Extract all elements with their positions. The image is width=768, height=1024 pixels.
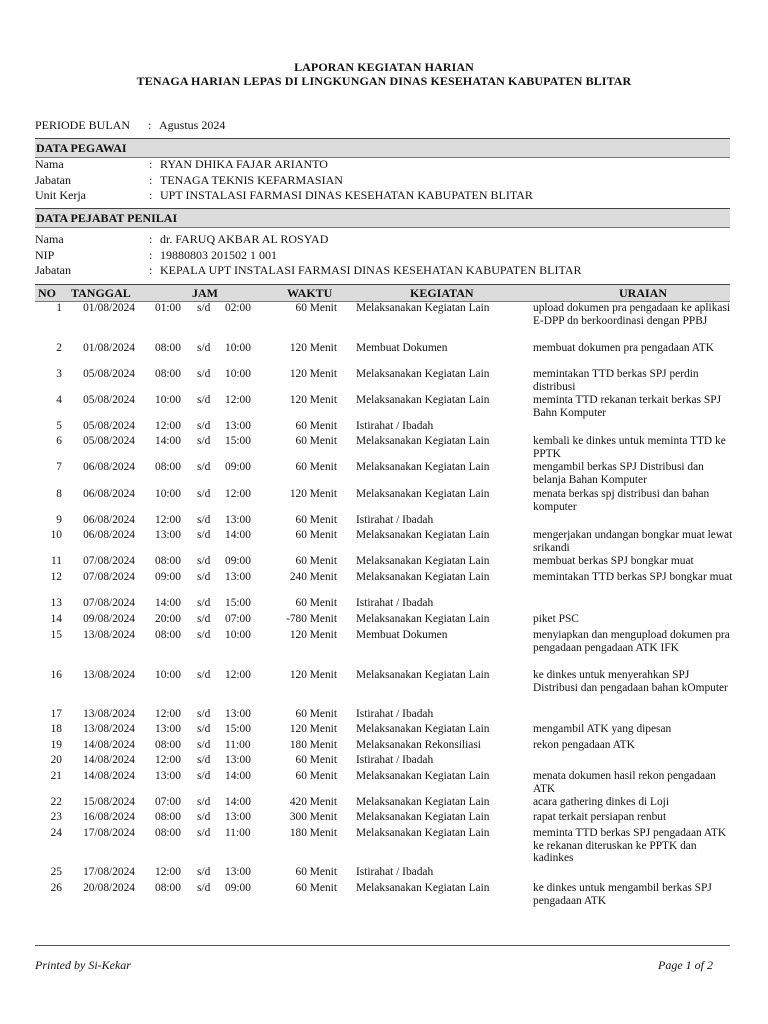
cell-kegiatan: Melaksanakan Kegiatan Lain <box>356 827 490 839</box>
cell-uraian: mengambil ATK yang dipesan <box>533 723 672 735</box>
field-value: TENAGA TEKNIS KEFARMASIAN <box>160 173 343 187</box>
cell-tanggal: 13/08/2024 <box>83 669 135 681</box>
cell-no: 11 <box>51 555 62 567</box>
cell-kegiatan: Melaksanakan Kegiatan Lain <box>356 613 490 625</box>
cell-jam-mulai: 13:00 <box>155 723 181 735</box>
cell-kegiatan: Istirahat / Ibadah <box>356 708 434 720</box>
cell-jam-mulai: 01:00 <box>155 302 181 314</box>
cell-jam-selesai: 13:00 <box>225 754 251 766</box>
cell-jam-mulai: 12:00 <box>155 514 181 526</box>
cell-waktu: 60 Menit <box>295 555 337 567</box>
cell-tanggal: 05/08/2024 <box>83 368 135 380</box>
cell-kegiatan: Istirahat / Ibadah <box>356 866 434 878</box>
cell-tanggal: 13/08/2024 <box>83 629 135 641</box>
cell-waktu: 180 Menit <box>289 827 337 839</box>
cell-tanggal: 13/08/2024 <box>83 708 135 720</box>
cell-uraian: acara gathering dinkes di Loji <box>533 796 670 808</box>
cell-waktu: 240 Menit <box>289 571 337 583</box>
cell-jam-selesai: 10:00 <box>225 342 251 354</box>
field-label: Nama <box>35 157 64 171</box>
section-data-pegawai <box>35 138 730 158</box>
section-title: DATA PEGAWAI <box>36 141 127 155</box>
cell-uraian: meminta TTD berkas SPJ pengadaan ATK ke rekanan diteruskan ke PPTK dan kadinkes <box>533 827 727 865</box>
cell-waktu: 120 Menit <box>289 723 337 735</box>
cell-tanggal: 06/08/2024 <box>83 529 135 541</box>
cell-jam-selesai: 12:00 <box>225 669 251 681</box>
cell-tanggal: 15/08/2024 <box>83 796 135 808</box>
cell-tanggal: 06/08/2024 <box>83 488 135 500</box>
cell-sd: s/d <box>197 420 211 432</box>
cell-jam-mulai: 13:00 <box>155 770 181 782</box>
cell-uraian: upload dokumen pra pengadaan ke aplikasi E-DPP dn berkoordinasi dengan PPBJ <box>533 302 731 327</box>
cell-uraian: menyiapkan dan mengupload dokumen pra pengadaan pengadaan ATK IFK <box>533 629 730 654</box>
cell-kegiatan: Membuat Dokumen <box>356 629 448 641</box>
cell-sd: s/d <box>197 811 211 823</box>
cell-uraian: menata dokumen hasil rekon pengadaan ATK <box>533 770 716 795</box>
cell-jam-mulai: 10:00 <box>155 669 181 681</box>
cell-tanggal: 13/08/2024 <box>83 723 135 735</box>
cell-jam-mulai: 12:00 <box>155 866 181 878</box>
field-colon: : <box>149 248 153 262</box>
field-label: Jabatan <box>35 173 71 187</box>
cell-tanggal: 17/08/2024 <box>83 827 135 839</box>
footer-divider <box>35 945 730 946</box>
cell-uraian: menata berkas spj distribusi dan bahan komputer <box>533 488 710 513</box>
cell-no: 8 <box>56 488 62 500</box>
cell-no: 9 <box>56 514 62 526</box>
cell-no: 19 <box>50 739 62 751</box>
cell-waktu: 60 Menit <box>295 435 337 447</box>
cell-jam-selesai: 10:00 <box>225 368 251 380</box>
cell-jam-mulai: 14:00 <box>155 597 181 609</box>
cell-sd: s/d <box>197 866 211 878</box>
cell-jam-mulai: 08:00 <box>155 811 181 823</box>
field-value: dr. FARUQ AKBAR AL ROSYAD <box>160 232 329 246</box>
section-data-pejabat <box>35 208 730 228</box>
cell-kegiatan: Melaksanakan Kegiatan Lain <box>356 796 490 808</box>
cell-jam-selesai: 10:00 <box>225 629 251 641</box>
cell-waktu: 180 Menit <box>289 739 337 751</box>
cell-no: 7 <box>56 461 62 473</box>
cell-waktu: 60 Menit <box>295 882 337 894</box>
cell-sd: s/d <box>197 555 211 567</box>
cell-tanggal: 14/08/2024 <box>83 770 135 782</box>
cell-sd: s/d <box>197 723 211 735</box>
field-colon: : <box>149 263 153 277</box>
periode-value: Agustus 2024 <box>159 118 226 132</box>
periode-label: PERIODE BULAN <box>35 118 130 132</box>
field-value: UPT INSTALASI FARMASI DINAS KESEHATAN KABUPATEN BLITAR <box>160 188 533 202</box>
cell-tanggal: 06/08/2024 <box>83 461 135 473</box>
cell-tanggal: 01/08/2024 <box>83 342 135 354</box>
cell-sd: s/d <box>197 613 211 625</box>
cell-sd: s/d <box>197 342 211 354</box>
cell-sd: s/d <box>197 514 211 526</box>
cell-waktu: 60 Menit <box>295 754 337 766</box>
field-colon: : <box>149 173 153 187</box>
cell-sd: s/d <box>197 529 211 541</box>
cell-waktu: 120 Menit <box>289 488 337 500</box>
cell-kegiatan: Melaksanakan Kegiatan Lain <box>356 435 490 447</box>
cell-uraian: membuat berkas SPJ bongkar muat <box>533 555 694 567</box>
cell-jam-selesai: 09:00 <box>225 461 251 473</box>
header-kegiatan: KEGIATAN <box>410 286 474 300</box>
cell-no: 16 <box>50 669 62 681</box>
cell-jam-mulai: 10:00 <box>155 394 181 406</box>
cell-jam-selesai: 07:00 <box>225 613 251 625</box>
cell-uraian: rekon pengadaan ATK <box>533 739 635 751</box>
cell-no: 15 <box>50 629 62 641</box>
cell-waktu: 120 Menit <box>289 342 337 354</box>
cell-kegiatan: Melaksanakan Kegiatan Lain <box>356 394 490 406</box>
field-label: NIP <box>35 248 55 262</box>
periode-row <box>35 118 735 133</box>
cell-waktu: 120 Menit <box>289 629 337 641</box>
field-row <box>35 263 735 279</box>
cell-waktu: 60 Menit <box>295 770 337 782</box>
cell-no: 25 <box>50 866 62 878</box>
field-value: RYAN DHIKA FAJAR ARIANTO <box>160 157 328 171</box>
header-tanggal: TANGGAL <box>71 286 131 300</box>
cell-kegiatan: Melaksanakan Kegiatan Lain <box>356 529 490 541</box>
cell-jam-selesai: 13:00 <box>225 420 251 432</box>
cell-jam-mulai: 09:00 <box>155 571 181 583</box>
cell-sd: s/d <box>197 435 211 447</box>
field-row <box>35 157 735 173</box>
cell-jam-selesai: 14:00 <box>225 529 251 541</box>
cell-uraian: meminta TTD rekanan terkait berkas SPJ Bahn Komputer <box>533 394 722 419</box>
cell-waktu: 300 Menit <box>289 811 337 823</box>
header-jam: JAM <box>192 286 218 300</box>
cell-no: 21 <box>50 770 62 782</box>
cell-no: 14 <box>50 613 62 625</box>
cell-sd: s/d <box>197 796 211 808</box>
cell-kegiatan: Melaksanakan Kegiatan Lain <box>356 811 490 823</box>
cell-no: 3 <box>56 368 62 380</box>
cell-no: 18 <box>50 723 62 735</box>
cell-jam-mulai: 08:00 <box>155 342 181 354</box>
cell-uraian: memintakan TTD berkas SPJ bongkar muat <box>533 571 733 583</box>
cell-jam-mulai: 12:00 <box>155 708 181 720</box>
header-uraian: URAIAN <box>619 286 667 300</box>
cell-uraian: mengambil berkas SPJ Distribusi dan belanja Bahan Komputer <box>533 461 704 486</box>
header-no: NO <box>38 286 56 300</box>
cell-no: 1 <box>56 302 62 314</box>
cell-sd: s/d <box>197 488 211 500</box>
cell-jam-mulai: 08:00 <box>155 368 181 380</box>
cell-no: 22 <box>50 796 62 808</box>
cell-jam-selesai: 14:00 <box>225 770 251 782</box>
cell-waktu: 60 Menit <box>295 708 337 720</box>
cell-kegiatan: Melaksanakan Kegiatan Lain <box>356 770 490 782</box>
cell-sd: s/d <box>197 629 211 641</box>
cell-tanggal: 14/08/2024 <box>83 739 135 751</box>
footer-page-number: Page 1 of 2 <box>658 958 713 972</box>
cell-sd: s/d <box>197 597 211 609</box>
cell-jam-mulai: 07:00 <box>155 796 181 808</box>
field-row <box>35 173 735 189</box>
field-colon: : <box>149 232 153 246</box>
cell-jam-mulai: 08:00 <box>155 629 181 641</box>
cell-tanggal: 06/08/2024 <box>83 514 135 526</box>
cell-sd: s/d <box>197 882 211 894</box>
cell-no: 4 <box>56 394 62 406</box>
cell-tanggal: 07/08/2024 <box>83 597 135 609</box>
cell-jam-selesai: 15:00 <box>225 723 251 735</box>
cell-jam-selesai: 11:00 <box>225 739 251 751</box>
cell-tanggal: 14/08/2024 <box>83 754 135 766</box>
cell-sd: s/d <box>197 754 211 766</box>
cell-jam-mulai: 08:00 <box>155 882 181 894</box>
cell-jam-selesai: 13:00 <box>225 811 251 823</box>
cell-kegiatan: Melaksanakan Kegiatan Lain <box>356 571 490 583</box>
cell-kegiatan: Melaksanakan Kegiatan Lain <box>356 302 490 314</box>
report-subtitle: TENAGA HARIAN LEPAS DI LINGKUNGAN DINAS KESEHATAN KABUPATEN BLITAR <box>136 74 632 88</box>
table-header <box>35 284 730 302</box>
cell-kegiatan: Melaksanakan Kegiatan Lain <box>356 723 490 735</box>
cell-jam-mulai: 12:00 <box>155 420 181 432</box>
field-row <box>35 248 735 264</box>
cell-waktu: 60 Menit <box>295 514 337 526</box>
cell-jam-mulai: 08:00 <box>155 739 181 751</box>
cell-uraian: memintakan TTD berkas SPJ perdin distribusi <box>533 368 699 393</box>
cell-no: 6 <box>56 435 62 447</box>
cell-jam-mulai: 20:00 <box>155 613 181 625</box>
cell-kegiatan: Melaksanakan Kegiatan Lain <box>356 488 490 500</box>
cell-jam-selesai: 13:00 <box>225 571 251 583</box>
cell-jam-mulai: 13:00 <box>155 529 181 541</box>
cell-kegiatan: Istirahat / Ibadah <box>356 754 434 766</box>
cell-no: 17 <box>50 708 62 720</box>
cell-sd: s/d <box>197 394 211 406</box>
cell-sd: s/d <box>197 368 211 380</box>
cell-jam-selesai: 13:00 <box>225 708 251 720</box>
cell-sd: s/d <box>197 739 211 751</box>
cell-waktu: 60 Menit <box>295 420 337 432</box>
cell-jam-selesai: 09:00 <box>225 555 251 567</box>
cell-waktu: 120 Menit <box>289 669 337 681</box>
cell-uraian: rapat terkait persiapan renbut <box>533 811 667 823</box>
cell-sd: s/d <box>197 827 211 839</box>
cell-uraian: mengerjakan undangan bongkar muat lewat srikandi <box>533 529 733 554</box>
cell-jam-mulai: 14:00 <box>155 435 181 447</box>
cell-tanggal: 07/08/2024 <box>83 571 135 583</box>
field-colon: : <box>149 188 153 202</box>
cell-no: 10 <box>50 529 62 541</box>
cell-waktu: 420 Menit <box>289 796 337 808</box>
cell-no: 24 <box>50 827 62 839</box>
cell-jam-selesai: 12:00 <box>225 394 251 406</box>
cell-kegiatan: Melaksanakan Kegiatan Lain <box>356 368 490 380</box>
cell-kegiatan: Membuat Dokumen <box>356 342 448 354</box>
cell-tanggal: 05/08/2024 <box>83 435 135 447</box>
cell-waktu: 60 Menit <box>295 597 337 609</box>
cell-kegiatan: Istirahat / Ibadah <box>356 597 434 609</box>
cell-no: 5 <box>56 420 62 432</box>
cell-jam-selesai: 15:00 <box>225 435 251 447</box>
field-row <box>35 232 735 248</box>
cell-kegiatan: Melaksanakan Kegiatan Lain <box>356 461 490 473</box>
cell-no: 23 <box>50 811 62 823</box>
cell-jam-selesai: 13:00 <box>225 866 251 878</box>
cell-uraian: ke dinkes untuk menyerahkan SPJ Distribusi dan pengadaan bahan kOmputer <box>533 669 728 694</box>
cell-waktu: 60 Menit <box>295 529 337 541</box>
cell-tanggal: 09/08/2024 <box>83 613 135 625</box>
cell-uraian: ke dinkes untuk mengambil berkas SPJ pengadaan ATK <box>533 882 712 907</box>
cell-tanggal: 05/08/2024 <box>83 394 135 406</box>
cell-jam-selesai: 13:00 <box>225 514 251 526</box>
cell-sd: s/d <box>197 461 211 473</box>
field-value: KEPALA UPT INSTALASI FARMASI DINAS KESEHATAN KABUPATEN BLITAR <box>160 263 582 277</box>
cell-kegiatan: Istirahat / Ibadah <box>356 514 434 526</box>
cell-kegiatan: Melaksanakan Kegiatan Lain <box>356 555 490 567</box>
cell-jam-mulai: 08:00 <box>155 461 181 473</box>
section-title: DATA PEJABAT PENILAI <box>36 211 178 225</box>
footer-printed-by: Printed by Si-Kekar <box>35 958 131 972</box>
cell-jam-selesai: 15:00 <box>225 597 251 609</box>
cell-no: 13 <box>50 597 62 609</box>
cell-waktu: 60 Menit <box>295 461 337 473</box>
cell-tanggal: 01/08/2024 <box>83 302 135 314</box>
cell-sd: s/d <box>197 669 211 681</box>
cell-no: 12 <box>50 571 62 583</box>
cell-jam-selesai: 11:00 <box>225 827 251 839</box>
cell-sd: s/d <box>197 571 211 583</box>
cell-tanggal: 05/08/2024 <box>83 420 135 432</box>
cell-tanggal: 20/08/2024 <box>83 882 135 894</box>
cell-waktu: 120 Menit <box>289 394 337 406</box>
field-row <box>35 188 735 204</box>
periode-colon: : <box>148 118 152 132</box>
cell-tanggal: 07/08/2024 <box>83 555 135 567</box>
field-label: Unit Kerja <box>35 188 86 202</box>
cell-jam-mulai: 08:00 <box>155 827 181 839</box>
field-label: Nama <box>35 232 64 246</box>
cell-sd: s/d <box>197 302 211 314</box>
cell-waktu: 120 Menit <box>289 368 337 380</box>
cell-kegiatan: Melaksanakan Rekonsiliasi <box>356 739 481 751</box>
cell-no: 26 <box>50 882 62 894</box>
cell-jam-mulai: 12:00 <box>155 754 181 766</box>
cell-waktu: 60 Menit <box>295 302 337 314</box>
report-title: LAPORAN KEGIATAN HARIAN <box>294 60 474 74</box>
cell-kegiatan: Melaksanakan Kegiatan Lain <box>356 669 490 681</box>
cell-waktu: -780 Menit <box>286 613 337 625</box>
cell-tanggal: 17/08/2024 <box>83 866 135 878</box>
cell-jam-selesai: 09:00 <box>225 882 251 894</box>
cell-waktu: 60 Menit <box>295 866 337 878</box>
header-waktu: WAKTU <box>287 286 333 300</box>
cell-sd: s/d <box>197 770 211 782</box>
field-value: 19880803 201502 1 001 <box>160 248 277 262</box>
cell-kegiatan: Istirahat / Ibadah <box>356 420 434 432</box>
cell-jam-selesai: 12:00 <box>225 488 251 500</box>
field-label: Jabatan <box>35 263 71 277</box>
cell-jam-mulai: 10:00 <box>155 488 181 500</box>
cell-no: 20 <box>50 754 62 766</box>
cell-jam-selesai: 14:00 <box>225 796 251 808</box>
cell-uraian: kembali ke dinkes untuk meminta TTD ke PPTK <box>533 435 726 460</box>
cell-uraian: piket PSC <box>533 613 579 625</box>
cell-uraian: membuat dokumen pra pengadaan ATK <box>533 342 714 354</box>
cell-kegiatan: Melaksanakan Kegiatan Lain <box>356 882 490 894</box>
cell-no: 2 <box>56 342 62 354</box>
cell-jam-mulai: 08:00 <box>155 555 181 567</box>
cell-jam-selesai: 02:00 <box>225 302 251 314</box>
field-colon: : <box>149 157 153 171</box>
cell-sd: s/d <box>197 708 211 720</box>
cell-tanggal: 16/08/2024 <box>83 811 135 823</box>
